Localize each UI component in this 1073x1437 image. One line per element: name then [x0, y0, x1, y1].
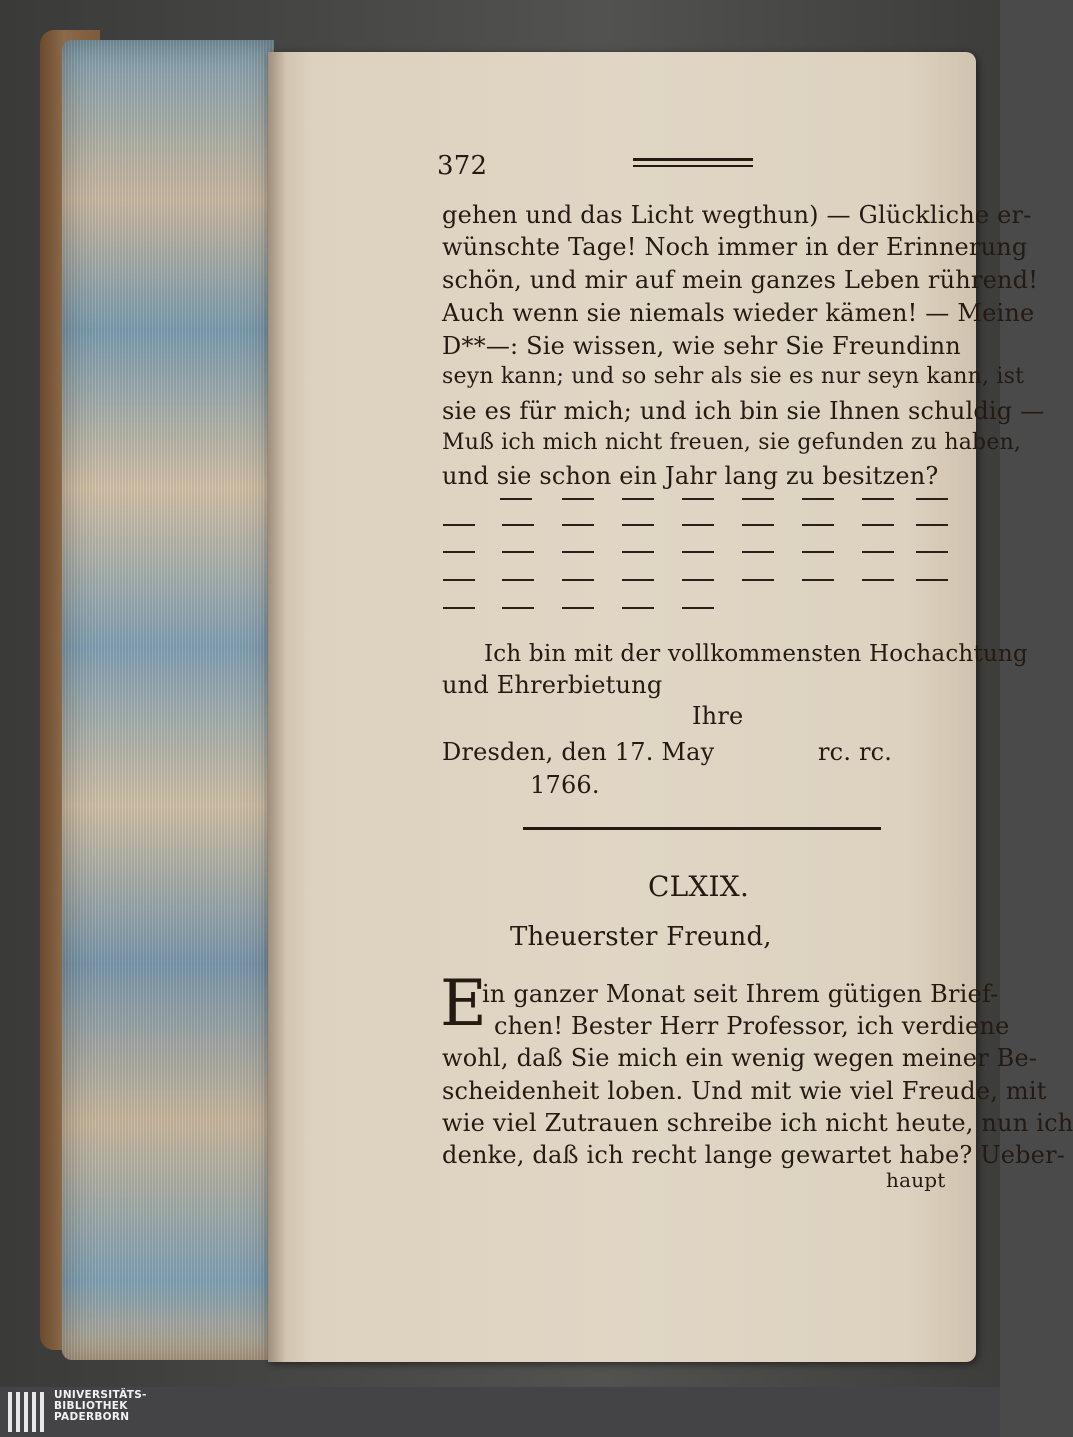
text-line: D**—: Sie wissen, wie sehr Sie Freundinn: [442, 332, 961, 360]
dash-mark: [862, 579, 894, 581]
library-name-line: PADERBORN: [54, 1411, 130, 1423]
closing-word: Ihre: [692, 702, 744, 730]
dash-mark: [802, 551, 834, 553]
dash-mark: [682, 498, 714, 500]
dash-mark: [916, 551, 948, 553]
footer-bar: [0, 1387, 1000, 1437]
dash-mark: [802, 498, 834, 500]
dash-mark: [682, 524, 714, 526]
dash-mark: [682, 607, 714, 609]
catchword: haupt: [886, 1168, 946, 1192]
dash-mark: [622, 524, 654, 526]
dash-mark: [562, 607, 594, 609]
text-line: sie es für mich; und ich bin sie Ihnen schuldig —: [442, 397, 1045, 425]
dash-mark: [562, 551, 594, 553]
text-line: und sie schon ein Jahr lang zu besitzen?: [442, 462, 939, 490]
dash-mark: [443, 524, 475, 526]
place-date: Dresden, den 17. May: [442, 738, 715, 766]
dash-mark: [742, 498, 774, 500]
dash-mark: [862, 498, 894, 500]
dash-mark: [500, 498, 532, 500]
text-line: schön, und mir auf mein ganzes Leben rührend!: [442, 266, 1039, 294]
dash-mark: [562, 579, 594, 581]
text-line: gehen und das Licht wegthun) — Glückliche er-: [442, 201, 1032, 229]
dash-mark: [622, 607, 654, 609]
text-line: wohl, daß Sie mich ein wenig wegen meiner Be-: [442, 1044, 1038, 1072]
dash-mark: [622, 498, 654, 500]
dash-mark: [443, 551, 475, 553]
etc-marker: rc. rc.: [818, 738, 893, 766]
text-line: chen! Bester Herr Professor, ich verdiene: [494, 1012, 1010, 1040]
text-line: Muß ich mich nicht freuen, sie gefunden zu haben,: [442, 430, 1022, 455]
header-rule-lower: [633, 165, 753, 167]
dash-mark: [916, 579, 948, 581]
dash-mark: [802, 524, 834, 526]
text-line: denke, daß ich recht lange gewartet habe? Ueber-: [442, 1141, 1066, 1169]
dash-mark: [862, 524, 894, 526]
dash-mark: [742, 551, 774, 553]
dash-mark: [502, 551, 534, 553]
dash-mark: [562, 524, 594, 526]
page-gutter-shadow: [268, 52, 286, 1362]
dash-mark: [443, 579, 475, 581]
library-name-line: BIBLIOTHEK: [54, 1400, 128, 1412]
dash-mark: [916, 524, 948, 526]
dash-mark: [622, 551, 654, 553]
header-rule: [633, 158, 753, 161]
dash-mark: [802, 579, 834, 581]
dash-mark: [502, 524, 534, 526]
text-line: Auch wenn sie niemals wieder kämen! — Meine: [442, 299, 1035, 327]
text-line: wie viel Zutrauen schreibe ich nicht heute, nun ich: [442, 1109, 1073, 1137]
dash-mark: [443, 607, 475, 609]
letter-year: 1766.: [530, 771, 600, 799]
text-line: seyn kann; und so sehr als sie es nur seyn kann, ist: [442, 364, 1025, 389]
letter-number: CLXIX.: [648, 870, 750, 903]
dash-mark: [502, 579, 534, 581]
text-line: scheidenheit loben. Und mit wie viel Freude, mit: [442, 1077, 1047, 1105]
dash-mark: [742, 579, 774, 581]
library-name: [54, 1390, 147, 1423]
dash-mark: [622, 579, 654, 581]
text-line: wünschte Tage! Noch immer in der Erinnerung: [442, 233, 1028, 261]
library-logo-icon: [8, 1392, 50, 1432]
closing-line: Ich bin mit der vollkommensten Hochachtung: [484, 641, 1028, 667]
library-name-line: UNIVERSITÄTS-: [54, 1389, 147, 1401]
dash-mark: [682, 551, 714, 553]
closing-line: und Ehrerbietung: [442, 671, 663, 699]
dash-mark: [682, 579, 714, 581]
dash-mark: [916, 498, 948, 500]
dash-mark: [502, 607, 534, 609]
dash-mark: [862, 551, 894, 553]
dash-mark: [562, 498, 594, 500]
section-divider: [523, 827, 881, 830]
marbled-page-edges: [62, 40, 274, 1360]
salutation: Theuerster Freund,: [510, 922, 772, 952]
dash-mark: [742, 524, 774, 526]
text-line: in ganzer Monat seit Ihrem gütigen Brief-: [482, 980, 999, 1008]
page-number: 372: [437, 151, 488, 181]
drop-cap: E: [440, 967, 487, 1041]
